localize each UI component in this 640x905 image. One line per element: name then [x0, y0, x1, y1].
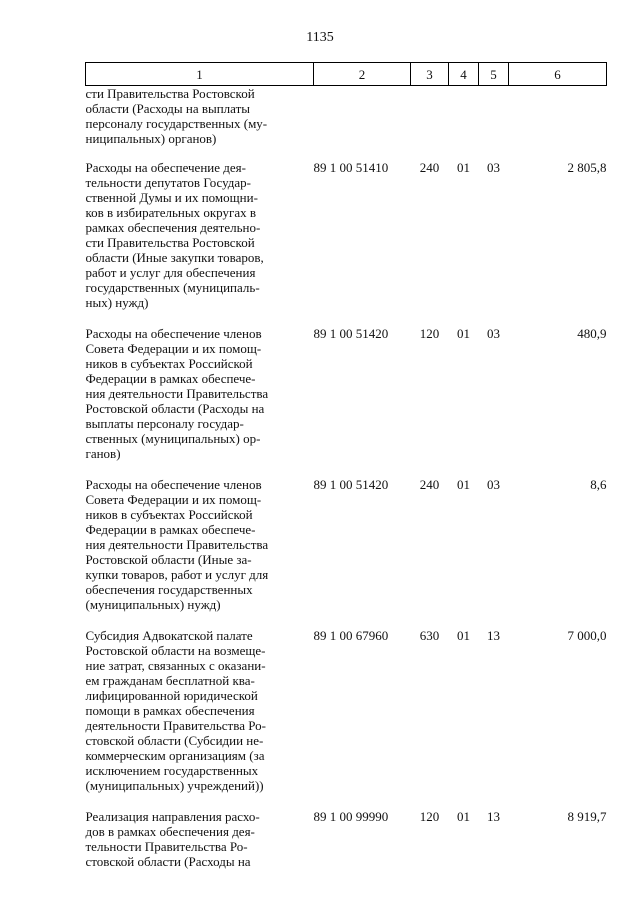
description-line: ния деятельности Правительства — [85, 386, 269, 401]
description-line: Совета Федерации и их помощ- — [85, 492, 262, 507]
description-line: коммерческим организациям (за — [85, 748, 265, 763]
description-line: сти Правительства Ростовской — [85, 235, 255, 250]
page-number: 1135 — [306, 30, 334, 45]
expense-type-code: 630 — [419, 628, 440, 643]
table-row — [86, 86, 607, 161]
expense-type-code: 120 — [419, 326, 440, 341]
description-line: ния деятельности Правительства — [85, 537, 269, 552]
subsection-code: 03 — [487, 326, 500, 341]
header-cell-2: 2 — [314, 63, 411, 86]
description-line: работ и услуг для обеспечения — [85, 265, 256, 280]
header-cell-5: 5 — [479, 63, 509, 86]
expense-type-code: 240 — [419, 477, 440, 492]
description-line: ганов) — [85, 446, 121, 461]
table-row — [86, 628, 607, 809]
description-line: стовской области (Расходы на — [85, 854, 251, 869]
section-code: 01 — [457, 628, 470, 643]
expense-type-code — [411, 86, 449, 161]
description-line: дов в рамках обеспечения дея- — [85, 824, 255, 839]
description-line: Расходы на обеспечение членов — [85, 477, 262, 492]
description-line: персоналу государственных (му- — [85, 116, 268, 131]
table-row — [86, 477, 607, 628]
amount-value — [509, 86, 607, 161]
budget-table — [85, 62, 607, 869]
amount-value: 8 919,7 — [567, 809, 607, 824]
description-line: ственной Думы и их помощни- — [85, 190, 258, 205]
subsection-code: 13 — [487, 628, 500, 643]
description-line: ных) нужд) — [85, 295, 149, 310]
description-line: Ростовской области на возмеще- — [85, 643, 266, 658]
description-line: ственных (муниципальных) ор- — [85, 431, 261, 446]
description-line: сти Правительства Ростовской — [85, 86, 255, 101]
description-line: Ростовской области (Иные за- — [85, 552, 252, 567]
expense-description — [86, 86, 314, 161]
expense-description — [86, 628, 314, 809]
description-line: (муниципальных) учреждений)) — [85, 778, 264, 793]
section-code: 01 — [457, 809, 470, 824]
description-line: ников в субъектах Российской — [85, 507, 253, 522]
subsection-code: 03 — [487, 160, 500, 175]
amount-value: 8,6 — [590, 477, 607, 492]
description-line: области (Расходы на выплаты — [85, 101, 251, 116]
expense-description — [86, 477, 314, 628]
description-line: рамках обеспечения деятельно- — [85, 220, 261, 235]
description-line: Реализация направления расхо- — [85, 809, 260, 824]
subsection-code — [479, 86, 509, 161]
subsection-code: 13 — [487, 809, 500, 824]
section-code: 01 — [457, 326, 470, 341]
section-code — [449, 86, 479, 161]
description-line: ников в субъектах Российской — [85, 356, 253, 371]
table-row — [86, 809, 607, 869]
expense-type-code: 240 — [419, 160, 440, 175]
description-line: Федерации в рамках обеспече- — [85, 371, 256, 386]
description-line: тельности депутатов Государ- — [85, 175, 252, 190]
amount-value: 2 805,8 — [567, 160, 607, 175]
expense-type-code: 120 — [419, 809, 440, 824]
header-cell-6: 6 — [509, 63, 607, 86]
description-line: ков в избирательных округах в — [85, 205, 256, 220]
description-line: Расходы на обеспечение дея- — [85, 160, 246, 175]
section-code: 01 — [457, 477, 470, 492]
header-cell-1: 1 — [86, 63, 314, 86]
description-line: Расходы на обеспечение членов — [85, 326, 262, 341]
amount-value: 480,9 — [577, 326, 607, 341]
expense-description — [86, 160, 314, 326]
description-line: ниципальных) органов) — [85, 131, 217, 146]
description-line: деятельности Правительства Ро- — [85, 718, 266, 733]
description-line: купки товаров, работ и услуг для — [85, 567, 269, 582]
table-body — [86, 86, 607, 870]
description-line: ем гражданам бесплатной ква- — [85, 673, 255, 688]
description-line: Субсидия Адвокатской палате — [85, 628, 253, 643]
description-line: государственных (муниципаль- — [85, 280, 260, 295]
subsection-code: 03 — [487, 477, 500, 492]
target-article-code: 89 1 00 99990 — [313, 809, 389, 824]
section-code: 01 — [457, 160, 470, 175]
expense-description — [86, 326, 314, 477]
description-line: Федерации в рамках обеспече- — [85, 522, 256, 537]
expense-description — [86, 809, 314, 869]
target-article-code: 89 1 00 51410 — [313, 160, 389, 175]
description-line: помощи в рамках обеспечения — [85, 703, 255, 718]
amount-value: 7 000,0 — [567, 628, 607, 643]
target-article-code: 89 1 00 51420 — [313, 477, 389, 492]
description-line: Ростовской области (Расходы на — [85, 401, 265, 416]
description-line: тельности Правительства Ро- — [85, 839, 248, 854]
description-line: исключением государственных — [85, 763, 259, 778]
description-line: выплаты персоналу государ- — [85, 416, 244, 431]
table-row — [86, 326, 607, 477]
table-row — [86, 160, 607, 326]
table-header-row — [86, 63, 607, 86]
description-line: обеспечения государственных — [85, 582, 253, 597]
description-line: (муниципальных) нужд) — [85, 597, 221, 612]
header-cell-4: 4 — [449, 63, 479, 86]
description-line: ние затрат, связанных с оказани- — [85, 658, 266, 673]
target-article-code: 89 1 00 51420 — [313, 326, 389, 341]
description-line: области (Иные закупки товаров, — [85, 250, 264, 265]
description-line: Совета Федерации и их помощ- — [85, 341, 262, 356]
target-article-code — [314, 86, 411, 161]
description-line: лифицированной юридической — [85, 688, 258, 703]
target-article-code: 89 1 00 67960 — [313, 628, 389, 643]
header-cell-3: 3 — [411, 63, 449, 86]
description-line: стовской области (Субсидии не- — [85, 733, 264, 748]
